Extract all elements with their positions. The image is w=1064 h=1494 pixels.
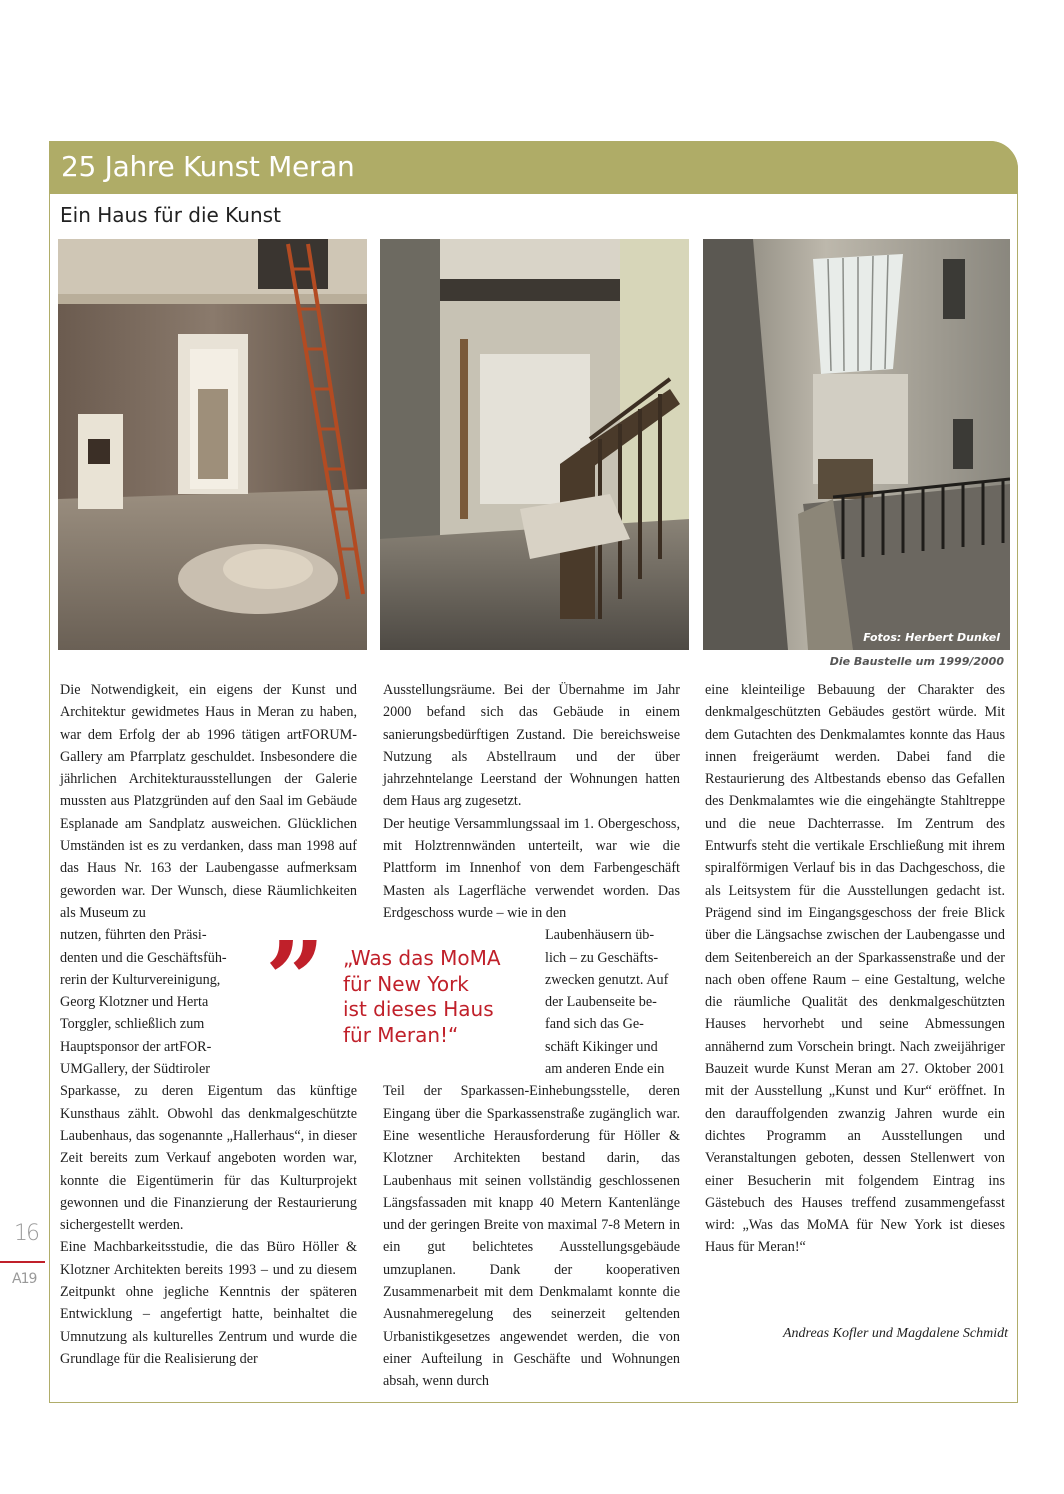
photo-room-ladder [58,239,367,650]
col1-narrow-line: Torggler, schließlich zum [60,1016,205,1033]
page-rule [0,1261,45,1263]
col2-paragraph-b: Der heutige Versammlungssaal im 1. Obergeschoss, mit Holztrennwänden unterteilt, war wie die Plattform im Innenhof von dem Farbengeschäft Masten als Lagerfläche verwendet worden. Das Erdgeschoss wurde – wie in den [383,815,680,921]
col1-narrow-line: nutzen, führten den Präsi- [60,927,207,944]
pull-quote-line: „Was das MoMA [343,946,501,970]
photo-caption: Die Baustelle um 1999/2000 [829,655,1004,668]
pull-quote-line: für Meran!“ [343,1022,459,1047]
column-2 [383,679,680,1393]
photo-credit: Fotos: Herbert Dunkel [863,631,1000,644]
col2-narrow-line: schäft Kikinger und [545,1038,658,1055]
page-code: A19 [12,1271,37,1287]
col2-narrow-line: fand sich das Ge- [545,1016,644,1033]
col1-narrow-line: denten und die Geschäftsfüh- [60,949,227,966]
col2-narrow-line: lich – zu Geschäfts- [545,949,659,966]
col1-paragraph-c: Eine Machbarkeitsstudie, die das Büro Höller & Klotzner Architekten bereits 1993 – und zu diesem Zeitpunkt ohne jegliche Kenntnis der späteren Entwicklung – angefertigt hatte, beinhaltet die Umnutzung als kulturelles Zentrum und wurde die Grundlage für die Realisierung der [60,1239,357,1367]
article-author: Andreas Kofler und Magdalene Schmidt [782,1326,1008,1341]
article-title: 25 Jahre Kunst Meran [61,150,355,183]
col2-paragraph-c: Teil der Sparkassen-Einhebungsstelle, deren Eingang über die Sparkassenstraße zugänglich war. Eine wesentliche Herausforderung für Höller & Klotzner Architekten bestand darin, das Laubenhaus mit seinen vollständig geschlossenen Längsfassaden mit knapp 40 Metern Kantenlänge und der geringen Breite von maximal 7-8 Metern in ein gut belichtetes Ausstellungsgebäude umzuplanen. Dank der kooperativen Zusammenarbeit mit dem Denkmalamt konnte die Ausnahmeregelung des seinerzeit geltenden Urbanistikgesetzes angewendet werden, die von einer Aufteilung in Geschäfte und Wohnungen absah, wenn durch [383,1083,680,1390]
col1-narrow-line: Hauptsponsor der artFOR- [60,1038,212,1055]
col2-narrow-line: am anderen Ende ein [545,1061,665,1078]
photo-courtyard [703,239,1010,650]
col2-narrow-line: der Laubenseite be- [545,994,657,1011]
col2-paragraph-a: Ausstellungsräume. Bei der Übernahme im Jahr 2000 befand sich das Gebäude in einem sanierungsbedürftigen Zustand. Die bereichsweise Nutzung als Abstellraum und der über jahrzehntelange Leerstand der Wohnungen hatten dem Haus arg zugesetzt. [383,682,680,810]
quote-mark: ” [265,918,325,1041]
col2-narrow-line: Laubenhäusern üb- [545,927,655,944]
col1-narrow-line: UMGallery, der Südtiroler [60,1061,210,1078]
pull-quote-line: ist dieses Haus [343,997,494,1021]
col2-narrow-block [545,924,680,1080]
col1-narrow-line: rerin der Kulturvereinigung, [60,971,221,988]
col1-paragraph-a: Die Notwendigkeit, ein eigens der Kunst und Architektur gewidmetes Haus in Meran zu haben, war dem Erfolg der ab 1996 tätigen artFORUM-Gallery am Pfarrplatz geschuldet. Insbesondere die jährlichen Architekturausstellungen der Galerie mussten aus Platzgründen auf den Saal im Gebäude Esplanade am Sandplatz ausweichen. Glücklichen Umständen ist es zu verdanken, dass man 1998 auf das Haus Nr. 163 der Laubengasse aufmerksam geworden war. Der Wunsch, diese Räumlichkeiten als Museum zu [60,682,357,921]
column-3 [705,679,1005,1259]
photo-staircase [380,239,689,650]
col2-narrow-line: zwecken genutzt. Auf [545,971,669,988]
pull-quote-line: für New York [343,971,469,996]
page-number: 16 [14,1221,38,1246]
col3-paragraph-a: eine kleinteilige Bebauung der Charakter des denkmalgeschützten Gebäudes gestört würde. Mit dem Gutachten des Denkmalamtes konnte das Haus innen freigeräumt werden. Dabei fand die Restaurierung des Altbestands ebenso das Gefallen des Denkmalamtes wie die eingehängte Stahltreppe und die neue Dachterrasse. Im Zentrum des Entwurfs steht die vertikale Erschließung mit ihrem spiralförmigen Verlauf bis in das Dachgeschoss, die als Leitsystem für die Ausstellungen gedacht ist. Prägend sind im Eingangsgeschoss der freie Blick über die Längsachse zwischen der Laubengasse und dem Seitenbereich an der Sparkassenstraße und der nach oben offene Raum – eine Gestaltung, welche die räumliche Qualität des denkmalgeschützten Hauses hervorhebt und seine Abmessungen annähernd zum Vorschein bringt. Nach zweijähriger Bauzeit wurde Kunst Meran am 27. Oktober 2001 mit der Ausstellung „Kunst und Kur“ eröffnet. In den darauffolgenden zwanzig Jahren wurde ein dichtes Programm an Ausstellungen und Veranstaltungen geboten, dessen Stellenwert von einer Besucherin mit folgendem Eintrag ins Gästebuch des Hauses treffend zusammengefasst wird: „Was das MoMA für New York ist dieses Haus für Meran!“ [705,682,1005,1256]
col1-paragraph-b: Sparkasse, zu deren Eigentum das künftige Kunsthaus zählt. Obwohl das denkmalgeschützte Laubenhaus, das sogenannte „Hallerhaus“, in dieser Zeit bereits zum Verkauf angeboten worden war, konnte die Eigentümerin für das Kulturprojekt gewonnen und die Finanzierung der Restaurierung sichergestellt werden. [60,1083,357,1234]
col1-narrow-block [60,924,245,1080]
col1-narrow-line: Georg Klotzner und Herta [60,994,209,1011]
article-subtitle: Ein Haus für die Kunst [60,203,281,227]
title-banner [49,141,1018,194]
